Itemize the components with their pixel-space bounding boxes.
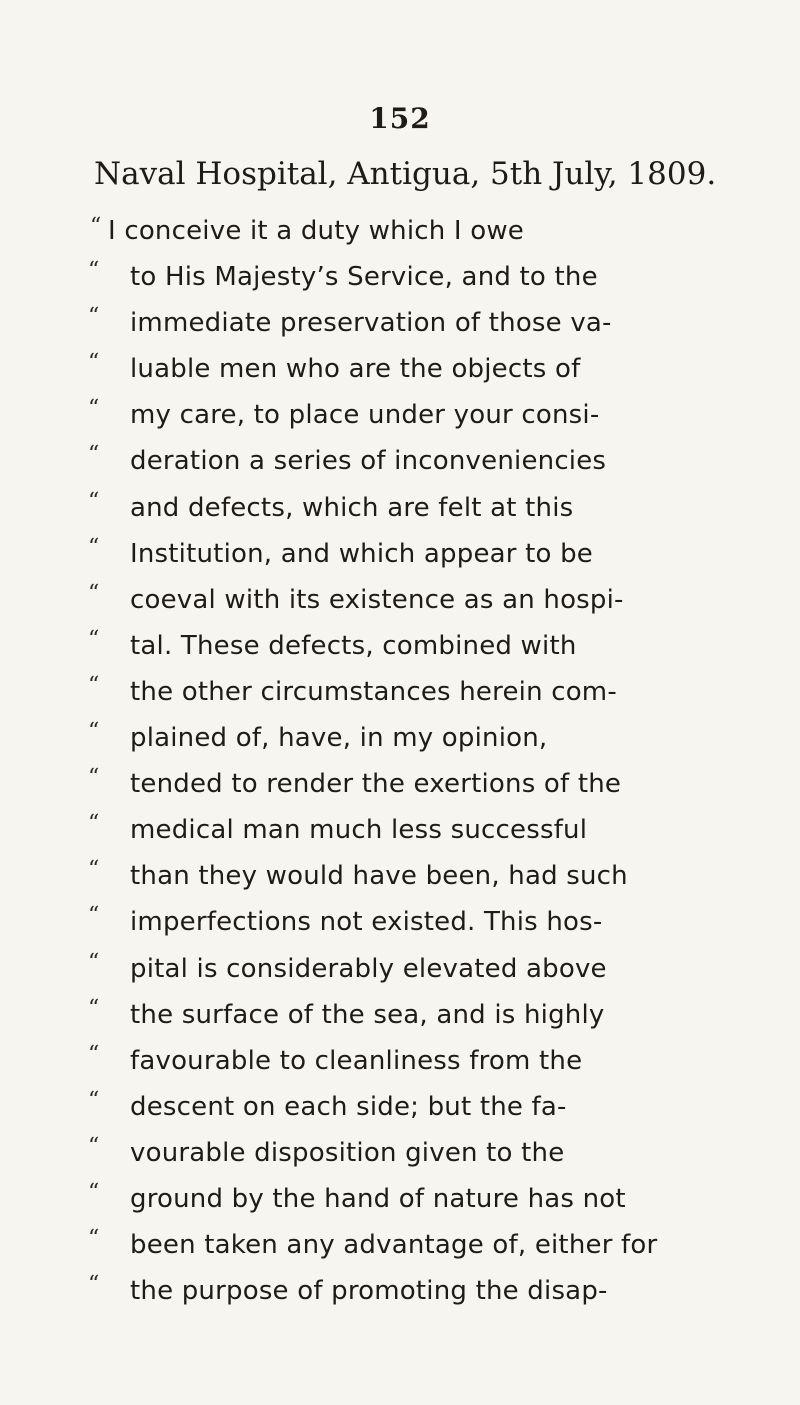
text-line [0, 992, 800, 1038]
text-line [0, 1222, 800, 1268]
line-text: ground by the hand of nature has not [130, 1183, 626, 1214]
line-text: plained of, have, in my opinion, [130, 723, 548, 754]
text-line [0, 899, 800, 945]
text-line [0, 346, 800, 392]
line-text: my care, to place under your consi- [130, 400, 600, 431]
text-line [0, 392, 800, 438]
quotation-mark: “ [88, 580, 100, 606]
text-line [0, 208, 800, 254]
quotation-mark: “ [90, 214, 102, 239]
quotation-mark: “ [88, 719, 100, 745]
line-text: tal. These defects, combined with [130, 630, 577, 661]
quotation-mark: “ [88, 258, 100, 284]
quotation-mark: “ [88, 626, 100, 652]
line-text: deration a series of inconveniencies [130, 446, 607, 477]
line-text: the other circumstances herein com- [130, 676, 617, 707]
text-line [0, 577, 800, 623]
text-line [0, 853, 800, 899]
letter-body [0, 208, 800, 1314]
quotation-mark: “ [88, 442, 100, 468]
quotation-mark: “ [88, 1133, 100, 1159]
line-text: immediate preservation of those va- [130, 308, 612, 339]
text-line [0, 761, 800, 807]
text-line [0, 1084, 800, 1130]
quotation-mark: “ [88, 488, 100, 514]
line-text: been taken any advantage of, either for [130, 1230, 658, 1261]
line-text: luable men who are the objects of [130, 354, 581, 385]
quotation-mark: “ [88, 396, 100, 422]
line-text: than they would have been, had such [130, 861, 628, 892]
quotation-mark: “ [88, 1272, 100, 1298]
quotation-mark: “ [88, 949, 100, 975]
text-line [0, 438, 800, 484]
text-line [0, 1038, 800, 1084]
page-number: 152 [369, 102, 431, 135]
text-line [0, 1130, 800, 1176]
line-text: the surface of the sea, and is highly [130, 999, 605, 1030]
text-line [0, 1176, 800, 1222]
quotation-mark: “ [88, 1226, 100, 1252]
line-text: descent on each side; but the fa- [130, 1091, 567, 1122]
line-text: to His Majesty’s Service, and to the [130, 262, 598, 293]
quotation-mark: “ [88, 534, 100, 560]
line-text: imperfections not existed. This hos- [130, 907, 603, 938]
line-text: and defects, which are felt at this [130, 492, 574, 523]
quotation-mark: “ [88, 304, 100, 330]
quotation-mark: “ [88, 1179, 100, 1205]
quotation-mark: “ [88, 857, 100, 883]
line-text: Institution, and which appear to be [130, 538, 593, 569]
quotation-mark: “ [88, 1041, 100, 1067]
line-text: coeval with its existence as an hospi- [130, 584, 624, 615]
text-line [0, 715, 800, 761]
line-text: tended to render the exertions of the [130, 769, 622, 800]
text-line [0, 1268, 800, 1314]
text-line [0, 300, 800, 346]
letter-heading: Naval Hospital, Antigua, 5th July, 1809. [94, 156, 717, 192]
text-line [0, 669, 800, 715]
line-text: I conceive it a duty which I owe [108, 216, 524, 246]
quotation-mark: “ [88, 811, 100, 837]
text-line [0, 807, 800, 853]
line-text: vourable disposition given to the [130, 1137, 565, 1168]
line-text: pital is considerably elevated above [130, 953, 607, 984]
quotation-mark: “ [88, 765, 100, 791]
text-line [0, 946, 800, 992]
quotation-mark: “ [88, 672, 100, 698]
quotation-mark: “ [88, 995, 100, 1021]
text-line [0, 531, 800, 577]
line-text: favourable to cleanliness from the [130, 1045, 583, 1076]
text-line [0, 623, 800, 669]
quotation-mark: “ [88, 903, 100, 929]
text-line [0, 254, 800, 300]
text-line [0, 485, 800, 531]
line-text: medical man much less successful [130, 815, 588, 846]
quotation-mark: “ [88, 350, 100, 376]
quotation-mark: “ [88, 1087, 100, 1113]
line-text: the purpose of promoting the disap- [130, 1276, 608, 1307]
